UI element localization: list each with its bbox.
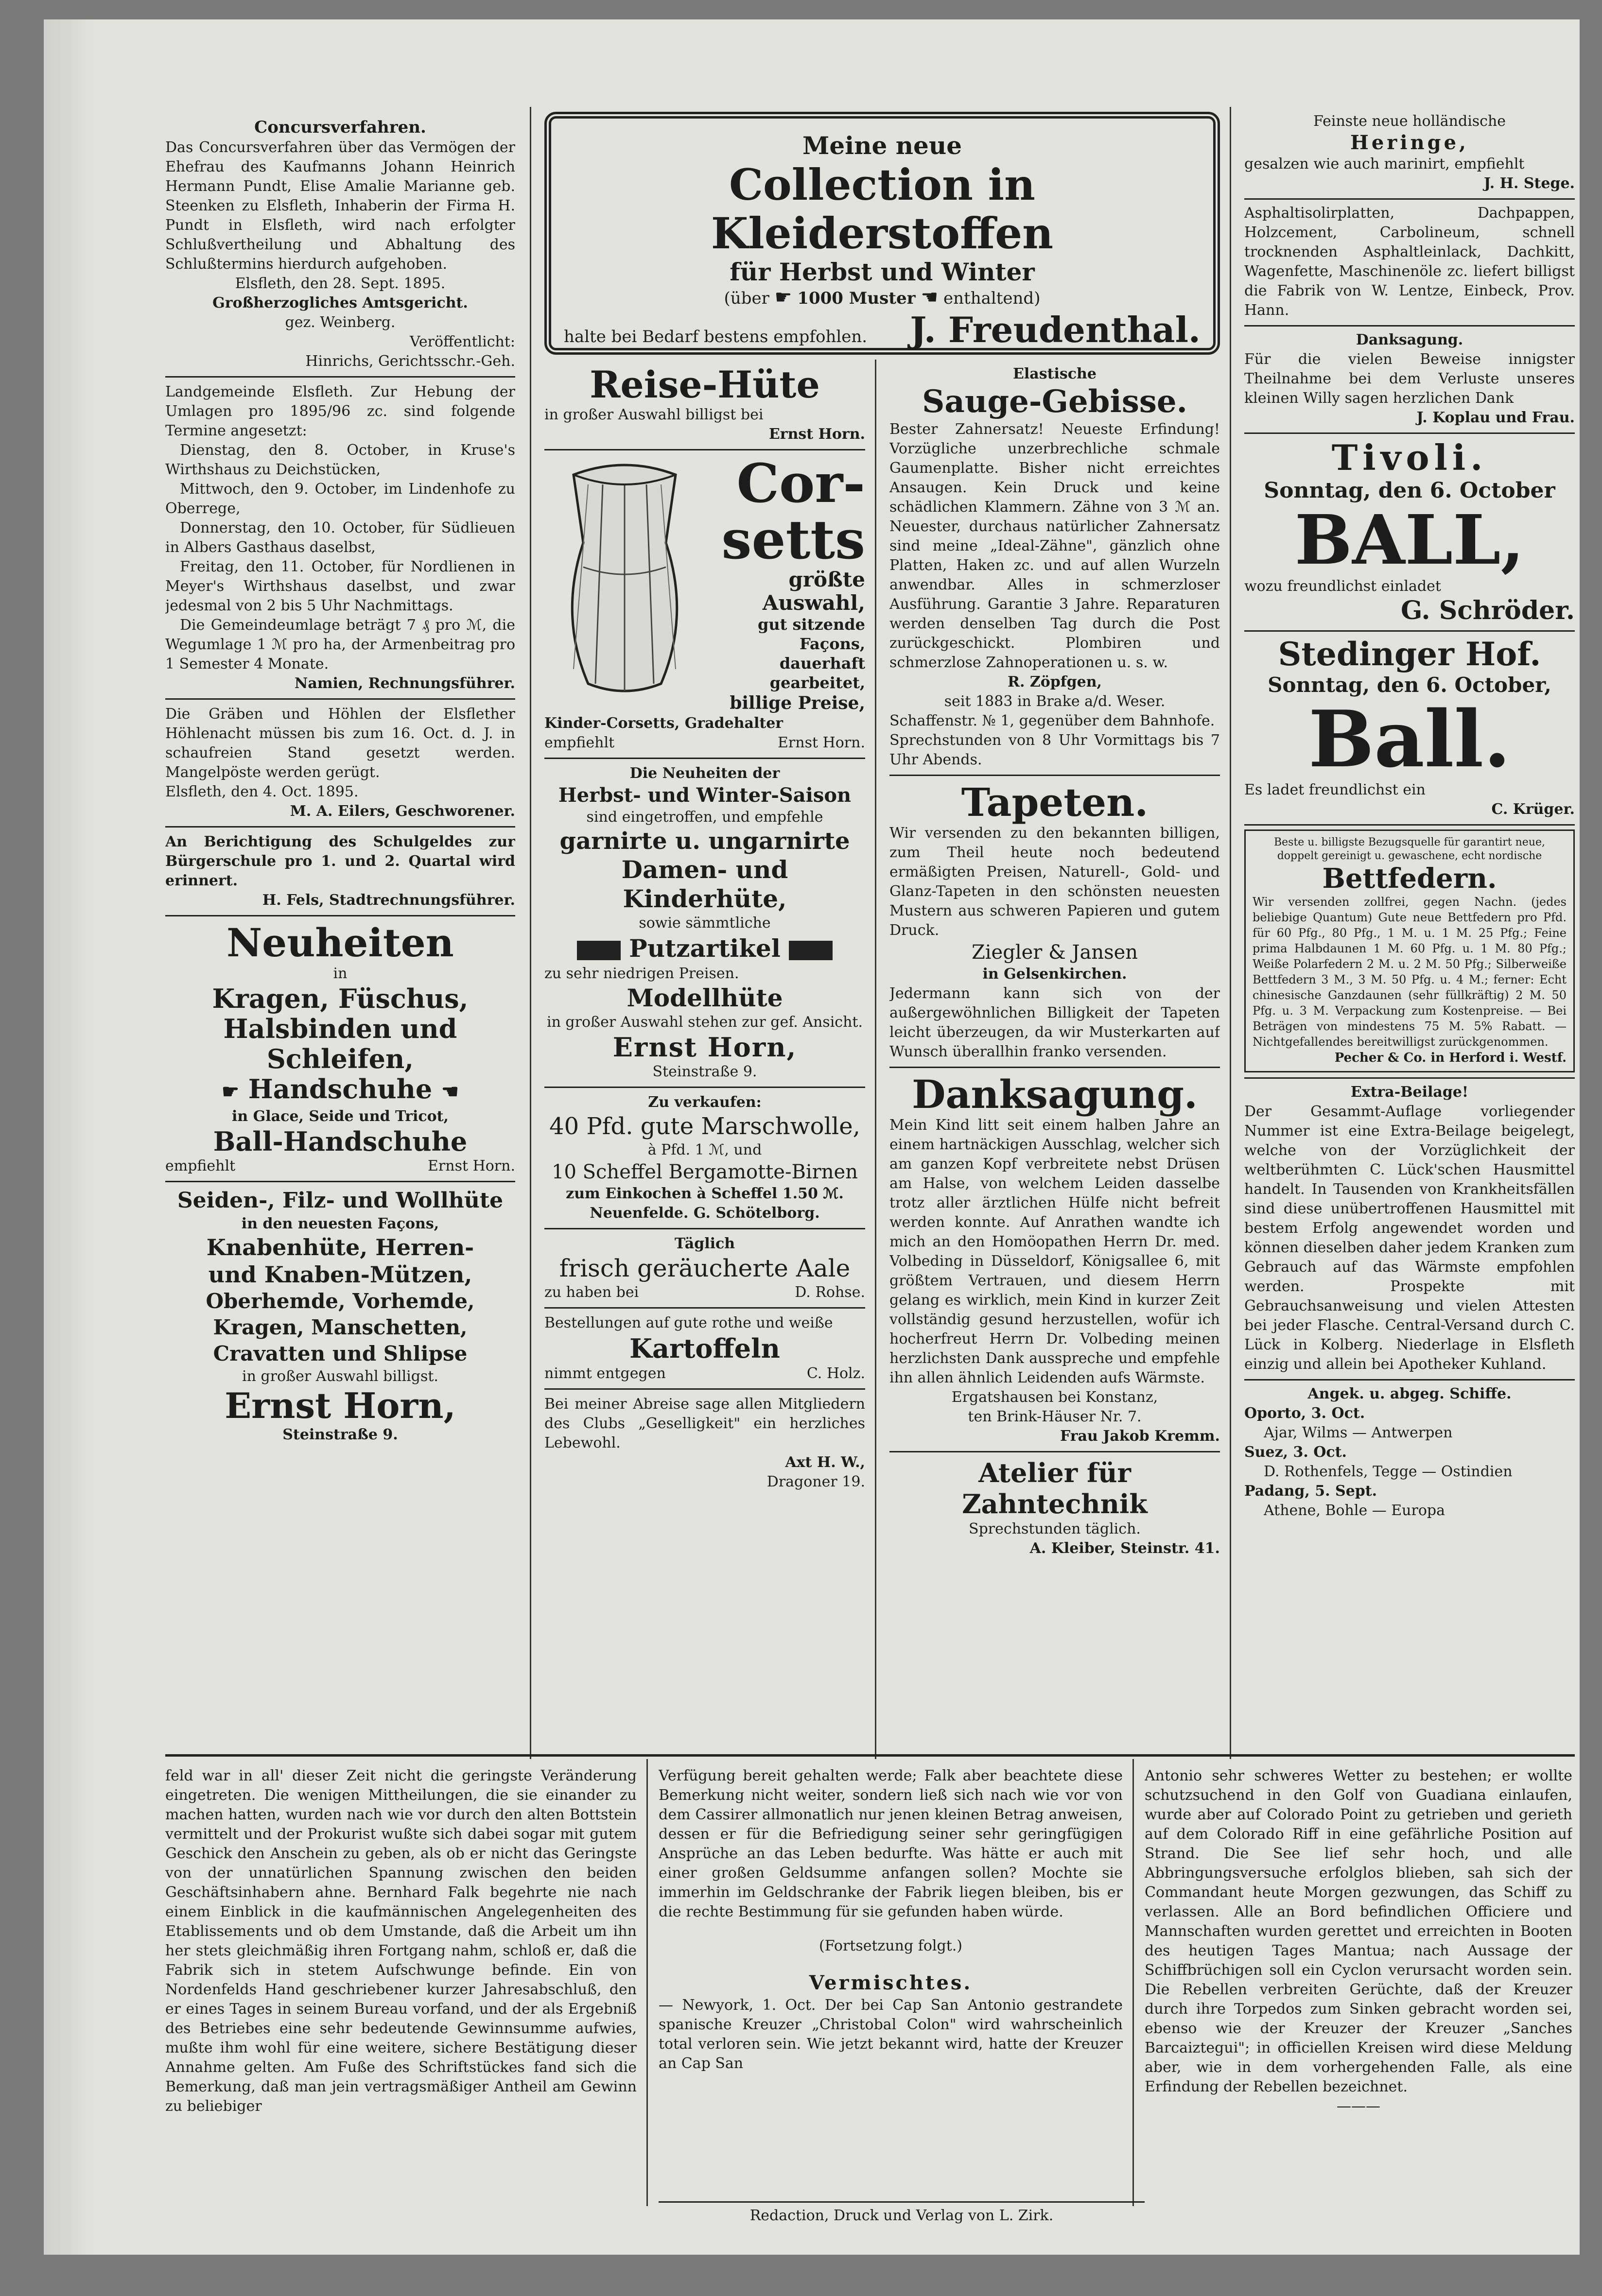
heringe-signer: J. H. Stege. xyxy=(1483,175,1575,192)
stedinger-ad xyxy=(1244,636,1575,819)
gebisse-ad xyxy=(889,364,1220,770)
divider xyxy=(1244,432,1575,434)
tapeten-ad xyxy=(889,781,1220,1062)
stedinger-ball: Ball. xyxy=(1308,693,1511,785)
aale-title: Täglich xyxy=(674,1235,735,1252)
schiffe-row: Suez, 3. Oct. xyxy=(1244,1444,1347,1461)
graeben-place: Elsfleth, den 4. Oct. 1895. xyxy=(165,783,359,800)
column-divider xyxy=(646,1759,648,2206)
corset-illustration-icon xyxy=(544,455,705,698)
saison-line8: zu sehr niedrigen Preisen. xyxy=(544,965,739,982)
corsetts-line: gearbeitet, xyxy=(769,673,865,692)
heringe-line3: gesalzen wie auch marinirt, empfiehlt xyxy=(1244,155,1525,173)
gebisse-hours: Sprechstunden von 8 Uhr Vormittags bis 7 Uhr Abends. xyxy=(889,732,1220,768)
aale-line2: zu haben bei xyxy=(544,1284,639,1301)
divider xyxy=(1244,1077,1575,1079)
atelier-signer: A. Kleiber, Steinstr. 41. xyxy=(1029,1540,1220,1557)
verkaufen-line2: à Pfd. 1 ℳ, und xyxy=(647,1141,762,1158)
danksagung-ad xyxy=(889,1073,1220,1446)
handschuhe-label: Handschuhe xyxy=(248,1073,433,1105)
vermischtes-text: Antonio sehr schweres Wetter zu bestehen; er wollte schutzsuchend in den Golf von Guadiana einlaufen, wurde aber auf Colorado Point zu getrieben und gerieth auf dem Colorado Riff in eine gefährliche Position auf Strand. Die See lief sehr hoch, und alle Abbringungsversuche erfolglos blieben, sah sich der Commandant heute Morgen gezwungen, das Schiff zu verlassen. Alle an Bord befindlichen Officiere und Mannschaften wurden gerettet und erreichten in Booten des heutigen Tages Mantua; nach Aussage der Schiffbrüchigen soll ein Cyclon verursacht worden sein. Die Rebellen verbreiten Gerüchte, daß der Kreuzer durch ihre Torpedos zum Sinken gebracht worden sei, ebenso wie der Kreuzer der Kreuzer „Sanches Barcaiztegui"; in officiellen Kreisen wird diese Meldung aber, wie in dem vorhergehenden Falle, als eine Erfindung der Rebellen bezeichnet. xyxy=(1145,1767,1572,2095)
column-divider xyxy=(530,107,531,1759)
dank-notice xyxy=(1244,330,1575,428)
neuheiten-line: Schleifen, xyxy=(266,1043,414,1074)
concurs-clerk: Hinrichs, Gerichtsschr.-Geh. xyxy=(305,353,515,370)
concurs-body: Das Concursverfahren über das Vermögen der Ehefrau des Kaufmanns Johann Heinrich Hermann Pundt, Elise Amalie Marianne geb. Steenken zu Elsfleth, Inhaberin der Firma H. Pundt in Elsfleth, wird nach erfolgter Schlußvertheilung und Abhaltung des Schlußtermins hierdurch aufgehoben. xyxy=(165,139,515,273)
divider xyxy=(889,1067,1220,1068)
freudenthal-firm: J. Freudenthal. xyxy=(910,309,1201,350)
landgemeinde-date: Mittwoch, den 9. October, im Lindenhofe zu Oberrege, xyxy=(165,481,515,517)
ball-handschuhe: Ball-Handschuhe xyxy=(213,1126,468,1157)
ornament-bar xyxy=(577,941,621,960)
aale-sig xyxy=(544,1283,865,1302)
feuilleton-col-a xyxy=(165,1766,637,2204)
tapeten-firm: Ziegler & Jansen xyxy=(971,941,1138,964)
tivoli-ball: BALL, xyxy=(1294,501,1525,580)
reise-body: in großer Auswahl billigst bei xyxy=(544,406,764,423)
graeben-signer: M. A. Eilers, Geschworener. xyxy=(290,803,515,820)
landgemeinde-umlage: Die Gemeindeumlage beträgt 7 ₰ pro ℳ, die Wegumlage 1 ℳ pro ha, der Armenbeitrag pro 1 Semester 4 Monate. xyxy=(165,617,515,673)
freudenthal-line4 xyxy=(564,287,1201,309)
graeben-body: Die Gräben und Höhlen der Elsflether Höhlenacht müssen bis zum 16. Oct. d. J. in schaufreien Stand gesetzt werden. Mangelpöste werden gerügt. xyxy=(165,706,515,781)
verkaufen-line3: 10 Scheffel Bergamotte-Birnen xyxy=(552,1161,858,1183)
corsetts-title1: Cor- xyxy=(736,452,865,515)
column-divider xyxy=(1132,1759,1134,2206)
verkaufen-signer: Neuenfelde. G. Schötelborg. xyxy=(590,1205,820,1222)
neuheiten-firm: Ernst Horn. xyxy=(428,1157,515,1174)
divider xyxy=(1244,1379,1575,1381)
corsetts-title2: setts xyxy=(721,508,865,571)
saison-firm: Ernst Horn, xyxy=(612,1032,797,1063)
corsetts-empfiehlt: empfiehlt xyxy=(544,734,615,751)
corsetts-line: dauerhaft xyxy=(779,654,865,673)
column-3 xyxy=(889,364,1220,1754)
landgemeinde-date: Donnerstag, den 10. October, für Südlieuen in Albers Gasthaus daselbst, xyxy=(165,519,515,556)
tapeten-body: Wir versenden zu den bekannten billigen, zum Theil heute noch bedeutend ermäßigten Preisen, Naturell-, Gold- und Glanz-Tapeten in den schönsten neuesten Mustern aus schweren Papieren und gutem Druck. xyxy=(889,825,1220,939)
landgemeinde-signer: Namien, Rechnungsführer. xyxy=(294,675,515,692)
aale-line1: frisch geräucherte Aale xyxy=(559,1254,851,1282)
divider xyxy=(1244,325,1575,327)
heringe-line2: Heringe, xyxy=(1350,131,1469,154)
bettfedern-signer: Pecher & Co. in Herford i. Westf. xyxy=(1334,1051,1567,1065)
landgemeinde-date: Freitag, den 11. October, für Nordlienen in Meyer's Wirthshaus daselbst, und zwar jedesmal von 2 bis 5 Uhr Nachmittags. xyxy=(165,558,515,614)
freudenthal-line4b: 1000 Muster xyxy=(797,289,916,308)
abreise-signer: Axt H. W., xyxy=(785,1454,865,1471)
divider xyxy=(165,826,515,828)
kartoffeln-line2: nimmt entgegen xyxy=(544,1365,666,1382)
huete-line: Knabenhüte, Herren- xyxy=(206,1234,474,1260)
feuilleton-text: Verfügung bereit gehalten werde; Falk aber beachtete diese Bemerkung nicht weiter, sondern ließ sich nach wie vor von dem Cassirer allmonatlich nur jenen kleinen Betrag anweisen, dessen er für die Befriedigung seiner sehr geringfügigen Ansprüche an das Leben bedurfte. Was hätte er auch mit einer großen Geldsumme anfangen sollen? Mochte sie immerhin im Geldschranke der Fabrik liegen bleiben, bis er die rechte Bestimmung für sie gefunden haben würde. xyxy=(659,1767,1123,1920)
tapeten-title: Tapeten. xyxy=(961,779,1149,825)
saison-line6: sowie sämmtliche xyxy=(639,915,771,932)
verkaufen-title: Zu verkaufen: xyxy=(648,1094,762,1111)
heringe-ad xyxy=(1244,112,1575,193)
danksagung-signer: Frau Jakob Kremm. xyxy=(1060,1428,1220,1445)
verkaufen-ad xyxy=(544,1093,865,1223)
schulgeld-signer: H. Fels, Stadtrechnungsführer. xyxy=(262,892,515,909)
dank-signer: J. Koplau und Frau. xyxy=(1416,409,1575,426)
bettfedern-body: Wir versenden zollfrei, gegen Nachn. (jedes beliebige Quantum) Gute neue Bettfedern pro Pfd. für 60 Pfg., 80 Pfg., 1 M. u. 1 M. 25 Pfg.; Feine prima Halbdaunen 1 M. 60 Pfg. u. 1 M. 80 Pfg.; Weiße Polarfedern 2 M. u. 2 M. 50 Pfg.; Silberweiße Bettfedern 3 M., 3 M. 50 Pfg. u. 4 M.; ferner: Echt chinesische Ganzdaunen (sehr füllkräftig) 2 M. 50 Pfg. u. 3 M. Verpackung zum Kostenpreise. — Bei Beträgen von mindestens 75 M. 5% Rabatt. — Nichtgefallendes bereitwilligst zurückgenommen. xyxy=(1253,895,1567,1049)
concurs-heading: Concursverfahren. xyxy=(254,118,426,137)
schiffe-row: D. Rothenfels, Tegge — Ostindien xyxy=(1264,1463,1513,1480)
saison-street: Steinstraße 9. xyxy=(652,1063,757,1080)
kartoffeln-signer: C. Holz. xyxy=(806,1365,865,1382)
saison-line9: Modellhüte xyxy=(627,984,783,1012)
danksagung-title: Danksagung. xyxy=(912,1071,1198,1117)
divider xyxy=(544,1087,865,1088)
saison-line2: Herbst- und Winter-Saison xyxy=(558,784,852,807)
pointing-hand-icon: ☚ xyxy=(921,286,939,309)
verkaufen-line1: 40 Pfd. gute Marschwolle, xyxy=(549,1113,860,1140)
divider xyxy=(165,1181,515,1182)
abreise-notice xyxy=(544,1395,865,1492)
corsetts-line: Auswahl, xyxy=(762,591,865,615)
concurs-published: Veröffentlicht: xyxy=(410,333,515,350)
verkaufen-line4: zum Einkochen à Scheffel 1.50 ℳ. xyxy=(566,1185,844,1202)
saison-line5: Damen- und Kinderhüte, xyxy=(621,855,788,913)
corsetts-firm: Ernst Horn. xyxy=(778,734,865,751)
freudenthal-line2: Collection in Kleiderstoffen xyxy=(711,159,1054,259)
tivoli-signer: G. Schröder. xyxy=(1400,596,1575,625)
huete-sub2: in großer Auswahl billigst. xyxy=(242,1368,438,1385)
schiffe-row: Oporto, 3. Oct. xyxy=(1244,1405,1365,1422)
schulgeld-body: An Berichtigung des Schulgeldes zur Bürgerschule pro 1. und 2. Quartal wird erinnert. xyxy=(165,833,515,889)
divider xyxy=(165,698,515,700)
kartoffeln-line1: Bestellungen auf gute rothe und weiße xyxy=(544,1314,833,1331)
gebisse-since: seit 1883 in Brake a/d. Weser. xyxy=(944,693,1166,710)
freudenthal-ad xyxy=(544,112,1220,355)
abreise-body: Bei meiner Abreise sage allen Mitgliedern des Clubs „Geselligkeit" ein herzliches Lebewohl. xyxy=(544,1396,865,1451)
corsetts-footer: Kinder-Corsetts, Gradehalter xyxy=(544,715,784,732)
column-4 xyxy=(1244,112,1575,1754)
saison-line7-row xyxy=(544,933,865,964)
tivoli-date: Sonntag, den 6. October xyxy=(1264,478,1555,503)
freudenthal-line5: halte bei Bedarf bestens empfohlen. xyxy=(564,327,868,346)
divider xyxy=(544,1388,865,1390)
gebisse-title: Sauge-Gebisse. xyxy=(922,383,1187,420)
dank-title: Danksagung. xyxy=(1356,331,1463,348)
neuheiten-footer xyxy=(165,1157,515,1176)
gebisse-body: Bester Zahnersatz! Neueste Erfindung! Vorzügliche unzerbrechliche schmale Gaumenplatte. Bisher nicht erreichtes Ansaugen. Kein Druck und keine schädlichen Klammern. Zähne von 3 ℳ an. Neuester, durchaus natürlicher Zahnersatz sind meine „Ideal-Zähne", gänzlich ohne Platten, Haken zc. und auf allen Wurzeln anwendbar. Alles in schmerzloser Ausführung. Garantie 3 Jahre. Reparaturen werden denselben Tag durch die Post zurückgeschickt. Plombiren und schmerzlose Zahnoperationen u. s. w. xyxy=(889,421,1220,671)
landgemeinde-body: Landgemeinde Elsfleth. Zur Hebung der Umlagen pro 1895/96 zc. sind folgende Termine angesetzt: xyxy=(165,383,515,439)
huete-firm: Ernst Horn, xyxy=(225,1385,456,1426)
stedinger-invite: Es ladet freundlichst ein xyxy=(1244,781,1426,798)
kartoffeln-ad xyxy=(544,1313,865,1383)
corsetts-line: billige Preise, xyxy=(730,693,865,713)
neuheiten-empfiehlt: empfiehlt xyxy=(165,1157,236,1174)
freudenthal-line4c: enthaltend) xyxy=(943,289,1041,308)
kartoffeln-sig xyxy=(544,1364,865,1383)
extra-body: Der Gesammt-Auflage vorliegender Nummer ist eine Extra-Beilage beigelegt, welche von der Vorzüglichkeit der weltberühmten C. Lück'schen Hausmittel handelt. In Tausenden von Krankheitsfällen sind diese unübertroffenen Hausmittel mit bestem Erfolg angewendet worden und können dieselben daher jedem Kranken zum Gebrauch auf das Wärmste empfohlen werden. Prospekte mit Gebrauchsanweisung und vielen Attesten bei jeder Flasche. Central-Versand durch C. Lück in Kolberg. Niederlage in Elsfleth einzig und allein bei Apotheker Kuhland. xyxy=(1244,1103,1575,1373)
bettfedern-header: Beste u. billigste Bezugsquelle für garantirt neue, doppelt gereinigt u. gewaschene, echt nordische xyxy=(1273,836,1546,862)
landgemeinde-date: Dienstag, den 8. October, in Kruse's Wirthshaus zu Deichstücken, xyxy=(165,442,515,478)
divider xyxy=(544,1307,865,1309)
saison-line1: Die Neuheiten der xyxy=(629,765,780,782)
feuilleton-text: feld war in all' dieser Zeit nicht die geringste Veränderung eingetreten. Die wenigen Mittheilungen, die sie einander zu machen hatten, wurden nach wie vor durch den alten Bottstein vermittelt und der Prokurist wußte sich dabei sogar mit gutem Geschick den Anschein zu geben, als ob er nicht das Geringste von der unnatürlichen Spannung zwischen den beiden Geschäftsinhabern ahne. Bernhard Falk begehrte nie nach einem Einblick in die kaufmännischen Angelegenheiten des Etablissements und ob dem Umstande, daß die Arbeit um ihn her stets gleichmäßig ihren Fortgang nahm, schloß er, daß die Fabrik sich in stetem Aufschwunge befinde. Ein von Nordenfelds Hand geschriebener kurzer Jahresabschluß, den er eines Tages in seinem Bureau vorfand, und der als Ergebniß des Betriebes eine sehr bedeutende Gewinnsumme aufwies, mußte ihm wohl für eine weitere, sichere Bestätigung dieser Annahme gelten. Am Fuße des Schriftstückes fand sich die Bemerkung, daß man jein vertragsmäßiger Antheil am Gewinn zu beliebiger xyxy=(165,1767,637,2115)
stedinger-date: Sonntag, den 6. October, xyxy=(1268,673,1551,697)
danksagung-place2: ten Brink-Häuser Nr. 7. xyxy=(968,1408,1142,1425)
huete-line: Oberhemde, Vorhemde, xyxy=(206,1289,475,1313)
vermischtes-text: — Newyork, 1. Oct. Der bei Cap San Antonio gestrandete spanische Kreuzer „Christobal Colon" wird wahrscheinlich total verloren sein. Wie jetzt bekannt wird, hatte der Kreuzer an Cap San xyxy=(659,1997,1123,2072)
divider xyxy=(889,1451,1220,1452)
vermischtes-heading: Vermischtes. xyxy=(809,1971,973,1994)
neuheiten-title: Neuheiten xyxy=(226,920,454,966)
newspaper-page xyxy=(44,19,1580,2255)
column-1 xyxy=(165,117,515,1754)
landgemeinde-notice xyxy=(165,382,515,693)
corsetts-ad xyxy=(544,452,865,753)
imprint: Redaction, Druck und Verlag von L. Zirk. xyxy=(749,2207,1054,2224)
extra-title: Extra-Beilage! xyxy=(1350,1084,1469,1101)
divider xyxy=(544,1228,865,1229)
tapeten-body2: Jedermann kann sich von der außergewöhnlichen Billigkeit der Tapeten leicht überzeugen, da wir Musterkarten auf Wunsch überallhin franko versenden. xyxy=(889,985,1220,1060)
handschuhe-line xyxy=(165,1074,515,1107)
heringe-line1: Feinste neue holländische xyxy=(1313,113,1506,130)
freudenthal-line1: Meine neue xyxy=(802,131,962,160)
gebisse-kicker: Elastische xyxy=(1013,365,1097,382)
huete-title: Seiden-, Filz- und Wollhüte xyxy=(177,1188,504,1213)
schiffe-row: Ajar, Wilms — Antwerpen xyxy=(1264,1424,1453,1441)
pointing-hand-icon: ☚ xyxy=(441,1080,459,1103)
abreise-rank: Dragoner 19. xyxy=(766,1473,865,1490)
binding-gutter xyxy=(44,19,97,2255)
danksagung-place: Ergatshausen bei Konstanz, xyxy=(951,1389,1158,1406)
concurs-notice xyxy=(165,117,515,371)
huete-line: und Knaben-Mützen, xyxy=(208,1261,472,1288)
corsetts-line: größte xyxy=(788,568,865,591)
asphalt-body: Asphaltisolirplatten, Dachpappen, Holzcement, Carbolineum, schnell trocknenden Asphaltleinlack, Dachkitt, Wagenfette, Maschinenöle zc. liefert billigst die Fabrik von W. Lentze, Einbeck, Prov. Hann. xyxy=(1244,205,1575,319)
saison-line4: garnirte u. ungarnirte xyxy=(559,828,850,855)
schiffe-title: Angek. u. abgeg. Schiffe. xyxy=(1307,1385,1512,1402)
huete-line: Kragen, Manschetten, Cravatten und Shlipse xyxy=(213,1315,468,1365)
aale-signer: D. Rohse. xyxy=(795,1284,865,1301)
pointing-hand-icon: ☛ xyxy=(774,286,792,309)
schiffe-row: Athene, Bohle — Europa xyxy=(1264,1502,1445,1519)
column-divider xyxy=(875,360,876,1759)
aale-ad xyxy=(544,1234,865,1302)
tivoli-invite: wozu freundlichst einladet xyxy=(1244,578,1441,595)
atelier-hours: Sprechstunden täglich. xyxy=(969,1520,1141,1537)
bettfedern-ad xyxy=(1244,829,1575,1072)
asphalt-ad xyxy=(1244,204,1575,320)
huete-sub: in den neuesten Façons, xyxy=(241,1215,439,1232)
divider xyxy=(165,915,515,916)
saison-line10: in großer Auswahl stehen zur gef. Ansicht. xyxy=(546,1014,863,1031)
neuheiten-line: Kragen, Füschus, xyxy=(212,983,469,1014)
schulgeld-notice xyxy=(165,832,515,910)
column-2 xyxy=(544,364,865,1754)
neuheiten-line: Halsbinden und xyxy=(223,1013,457,1044)
stedinger-signer: C. Krüger. xyxy=(1491,801,1575,818)
divider xyxy=(544,449,865,450)
feuilleton-divider xyxy=(165,1754,1575,1757)
graeben-notice xyxy=(165,705,515,821)
corsetts-line: gut sitzende xyxy=(757,615,865,634)
column-divider xyxy=(1230,107,1231,1759)
reise-firm: Ernst Horn. xyxy=(768,426,865,443)
imprint-divider xyxy=(659,2201,1145,2203)
huete-ad xyxy=(165,1187,515,1445)
stedinger-title: Stedinger Hof. xyxy=(1278,635,1541,673)
tivoli-title: Tivoli. xyxy=(1331,437,1488,478)
corsetts-line: Façons, xyxy=(800,635,865,653)
pointing-hand-icon: ☛ xyxy=(222,1080,239,1103)
neuheiten-ad xyxy=(165,921,515,1176)
reise-title: Reise-Hüte xyxy=(590,364,820,406)
divider xyxy=(544,758,865,759)
tapeten-city: in Gelsenkirchen. xyxy=(982,966,1127,983)
bettfedern-title: Bettfedern. xyxy=(1322,863,1497,895)
reise-ad xyxy=(544,364,865,444)
divider xyxy=(1244,824,1575,826)
saison-line7: Putzartikel xyxy=(629,934,781,963)
freudenthal-line3: für Herbst und Winter xyxy=(730,258,1035,286)
end-dash: ——— xyxy=(1337,2098,1380,2115)
concurs-court: Großherzogliches Amtsgericht. xyxy=(212,294,468,311)
schiffe-row: Padang, 5. Sept. xyxy=(1244,1483,1377,1500)
divider xyxy=(889,775,1220,776)
concurs-signed: gez. Weinberg. xyxy=(285,314,396,331)
feuilleton-col-c xyxy=(1145,1766,1572,2204)
huete-street: Steinstraße 9. xyxy=(282,1426,398,1443)
kartoffeln-title: Kartoffeln xyxy=(629,1333,780,1364)
dank-body: Für die vielen Beweise innigster Theilnahme bei dem Verluste unseres kleinen Willy sagen herzlichen Dank xyxy=(1244,351,1575,407)
feuilleton-continued: (Fortsetzung folgt.) xyxy=(819,1937,962,1954)
gebisse-name: R. Zöpfgen, xyxy=(1008,673,1102,691)
gebisse-addr: Schaffenstr. № 1, gegenüber dem Bahnhofe. xyxy=(889,712,1215,729)
neuheiten-in: in xyxy=(333,965,348,982)
danksagung-body: Mein Kind litt seit einem halben Jahre an einem hartnäckigen Ausschlag, welcher sich am ganzen Kopf verbreitete nebst Drüsen am Halse, von welchem Leiden dasselbe trotz aller ärztlichen Hülfe nicht befreit werden konnte. Auf Anrathen wandte ich mich an den Homöopathen Herrn Dr. med. Volbeding in Düsseldorf, Königsallee 6, mit größtem Vertrauen, und diesem Herrn gelang es wirklich, mein Kind in kurzer Zeit vollständig gesund herzustellen, wofür ich hocherfreut Herrn Dr. Volbeding meinen herzlichsten Dank ausspreche und empfehle ihn allen ähnlich Leidenden aufs Wärmste. xyxy=(889,1117,1220,1386)
saison-line3: sind eingetroffen, und empfehle xyxy=(586,809,823,826)
concurs-place: Elsfleth, den 28. Sept. 1895. xyxy=(235,275,446,292)
ornament-bar xyxy=(789,941,833,960)
freudenthal-line4a: (über xyxy=(724,289,769,308)
schiffe-list xyxy=(1244,1384,1575,1520)
divider xyxy=(1244,630,1575,632)
divider xyxy=(165,376,515,378)
feuilleton-col-b xyxy=(659,1766,1123,2204)
divider xyxy=(1244,198,1575,200)
saison-ad xyxy=(544,764,865,1082)
extra-beilage xyxy=(1244,1083,1575,1374)
corsetts-sig xyxy=(544,733,865,753)
atelier-ad xyxy=(889,1457,1220,1558)
atelier-title: Atelier für Zahntechnik xyxy=(962,1457,1148,1519)
neuheiten-in-glace: in Glace, Seide und Tricot, xyxy=(232,1108,449,1125)
tivoli-ad xyxy=(1244,438,1575,625)
